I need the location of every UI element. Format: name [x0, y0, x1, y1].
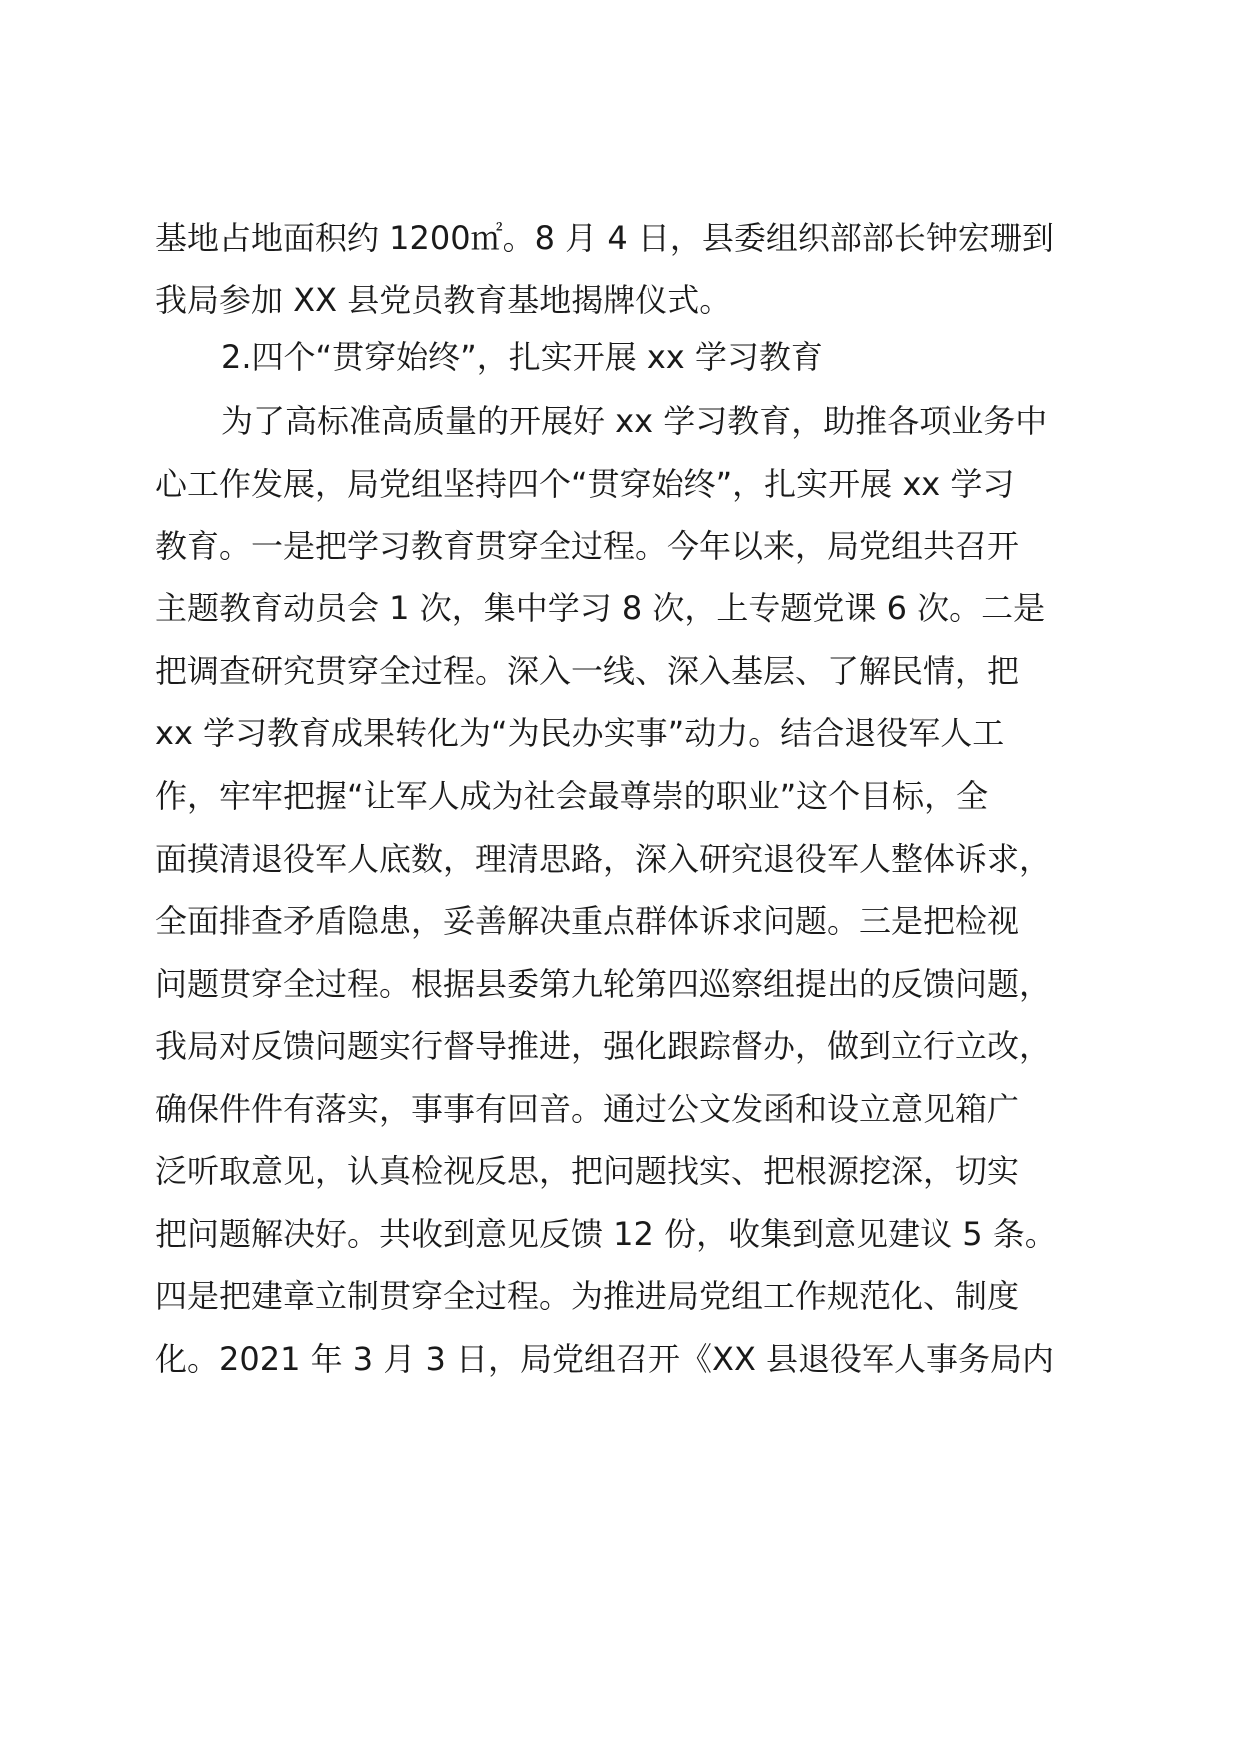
body-text-line: 把调查研究贯穿全过程。深入一线、深入基层、了解民情，把 — [155, 652, 1020, 690]
section-heading: 2.四个“贯穿始终”，扎实开展 xx 学习教育 — [221, 338, 823, 376]
body-text-line: 作，牢牢把握“让军人成为社会最尊崇的职业”这个目标，全 — [155, 777, 989, 815]
body-text-line: 教育。一是把学习教育贯穿全过程。今年以来，局党组共召开 — [155, 527, 1020, 565]
body-text-line: xx 学习教育成果转化为“为民办实事”动力。结合退役军人工 — [155, 714, 1005, 752]
body-text-line: 心工作发展，局党组坚持四个“贯穿始终”，扎实开展 xx 学习 — [155, 465, 1015, 503]
body-text-line: 确保件件有落实，事事有回音。通过公文发函和设立意见箱广 — [155, 1090, 1020, 1128]
body-text-line: 四是把建章立制贯穿全过程。为推进局党组工作规范化、制度 — [155, 1277, 1020, 1315]
body-text-line: 面摸清退役军人底数，理清思路，深入研究退役军人整体诉求， — [155, 840, 1052, 878]
body-text-line: 我局参加 XX 县党员教育基地揭牌仪式。 — [155, 281, 732, 319]
body-text-line: 我局对反馈问题实行督导推进，强化跟踪督办，做到立行立改， — [155, 1027, 1052, 1065]
body-text-line: 泛听取意见，认真检视反思，把问题找实、把根源挖深，切实 — [155, 1152, 1020, 1190]
body-text-line: 全面排查矛盾隐患，妥善解决重点群体诉求问题。三是把检视 — [155, 902, 1020, 940]
paragraph-first-line: 为了高标准高质量的开展好 xx 学习教育，助推各项业务中 — [221, 402, 1048, 440]
body-text-line: 问题贯穿全过程。根据县委第九轮第四巡察组提出的反馈问题， — [155, 965, 1052, 1003]
body-text-line: 基地占地面积约 1200㎡。8 月 4 日，县委组织部部长钟宏珊到 — [155, 219, 1054, 257]
body-text-line: 把问题解决好。共收到意见反馈 12 份，收集到意见建议 5 条。 — [155, 1215, 1057, 1253]
body-text-line: 化。2021 年 3 月 3 日，局党组召开《XX 县退役军人事务局内 — [155, 1340, 1055, 1378]
body-text-line: 主题教育动员会 1 次，集中学习 8 次，上专题党课 6 次。二是 — [155, 589, 1046, 627]
